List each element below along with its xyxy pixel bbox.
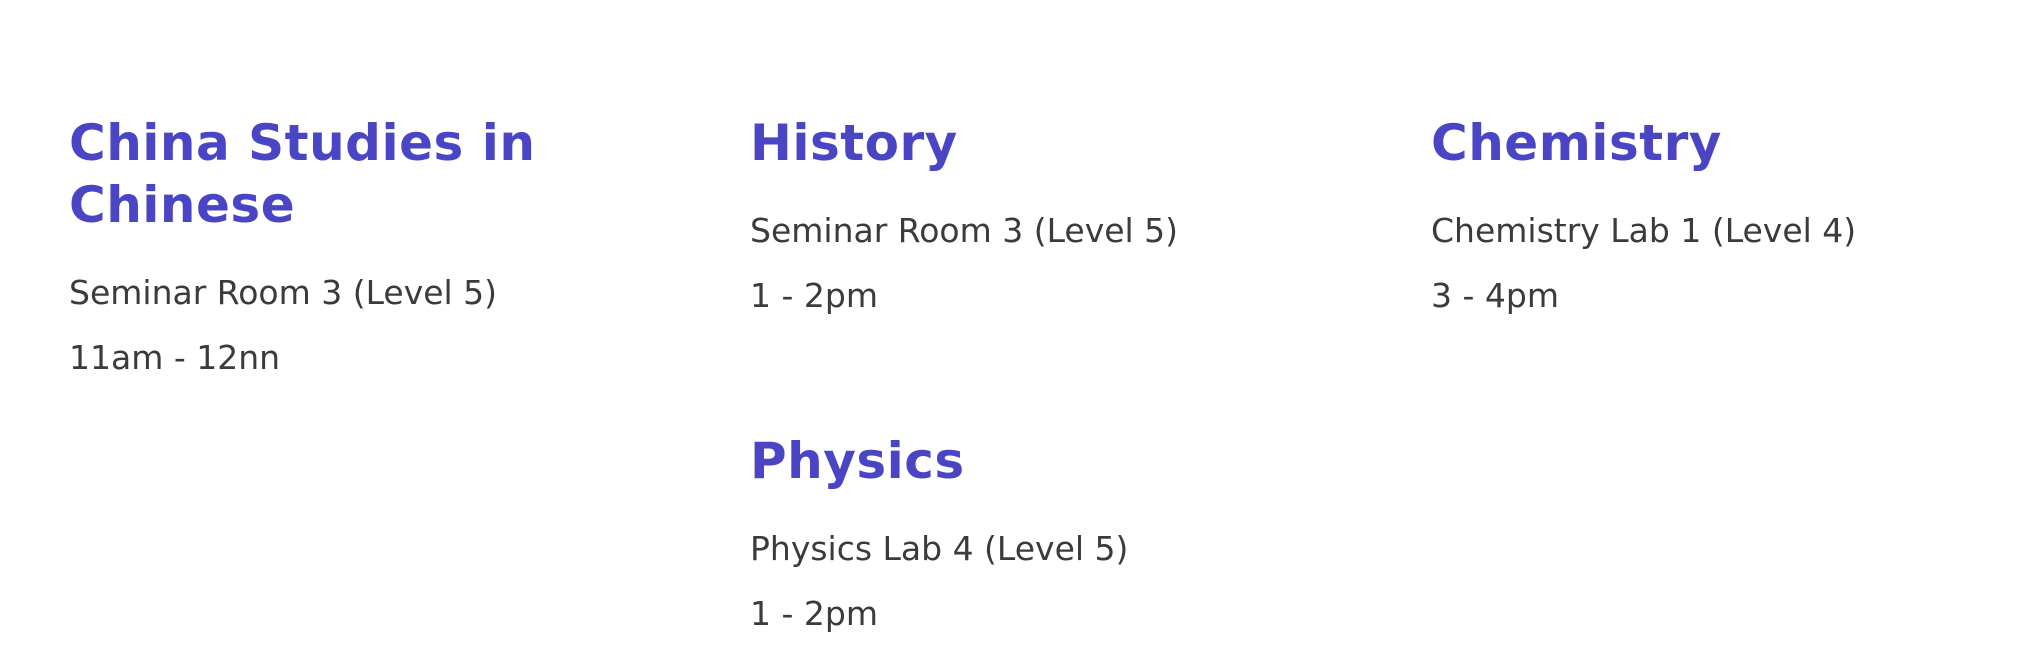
class-card-physics [750,430,1310,646]
class-time: 11am - 12nn [69,338,281,377]
class-card-history [750,112,1310,328]
room-location: Seminar Room 3 (Level 5) [69,273,498,312]
class-time: 1 - 2pm [750,594,878,633]
subject-title: Chemistry [1431,114,1722,172]
class-time: 3 - 4pm [1431,276,1559,315]
class-card-chemistry [1431,112,1991,328]
subject-title: Physics [750,432,965,490]
subject-title: China Studies in Chinese [69,114,536,234]
class-time: 1 - 2pm [750,276,878,315]
class-card-china-studies [69,112,589,390]
room-location: Physics Lab 4 (Level 5) [750,529,1129,568]
room-location: Seminar Room 3 (Level 5) [750,211,1179,250]
room-location: Chemistry Lab 1 (Level 4) [1431,211,1857,250]
subject-title: History [750,114,958,172]
